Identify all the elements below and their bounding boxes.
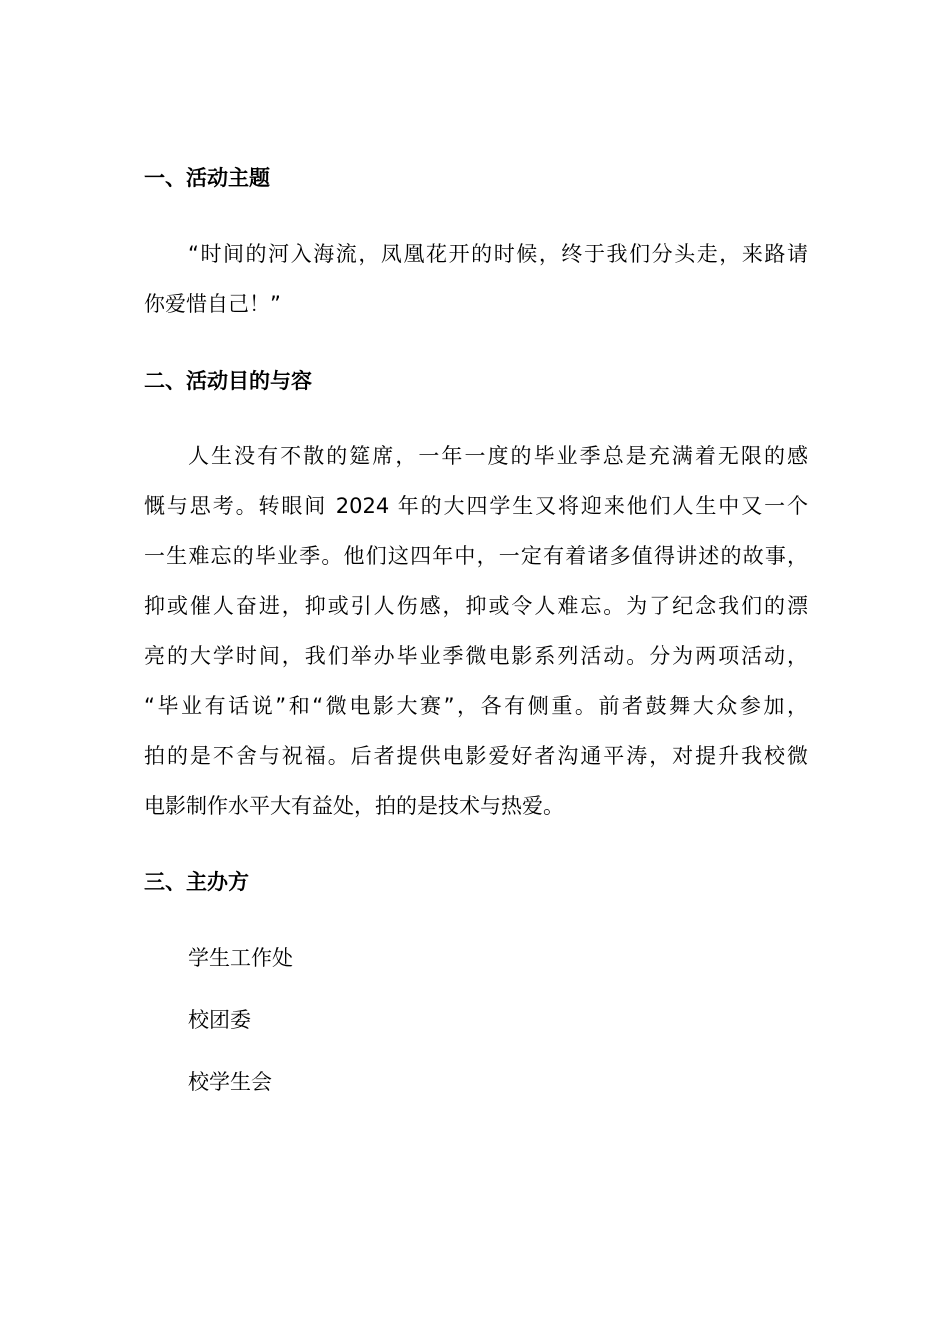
section-purpose-paragraph (144, 431, 808, 831)
organizer-item: 校学生会 (188, 1070, 272, 1094)
paragraph-line: 电影制作水平大有益处，拍的是技术与热爱。 (144, 794, 564, 818)
paragraph-line: 一生难忘的毕业季。他们这四年中，一定有着诸多值得讲述的故事， (144, 544, 808, 568)
paragraph-line: 拍的是不舍与祝福。后者提供电影爱好者沟通平涛，对提升我校微 (144, 744, 808, 768)
organizer-item: 学生工作处 (188, 946, 293, 970)
organizer-item: 校团委 (188, 1008, 251, 1032)
paragraph-line: 人生没有不散的筵席，一年一度的毕业季总是充满着无限的感 (188, 444, 808, 468)
paragraph-line: 抑或催人奋进，抑或引人伤感，抑或令人难忘。为了纪念我们的漂 (144, 594, 808, 618)
section-theme-paragraph (144, 229, 808, 329)
paragraph-line: “时间的河入海流，凤凰花开的时候，终于我们分头走，来路请 (188, 242, 808, 266)
paragraph-line: 你爱惜自己！” (144, 292, 281, 316)
section-heading-purpose: 二、活动目的与容 (144, 369, 312, 393)
paragraph-line: 慨与思考。转眼间 2024 年的大四学生又将迎来他们人生中又一个 (144, 494, 808, 518)
paragraph-line: “毕业有话说”和“微电影大赛”，各有侧重。前者鼓舞大众参加， (144, 694, 808, 718)
section-heading-organizers: 三、主办方 (144, 870, 249, 894)
section-heading-theme: 一、活动主题 (144, 166, 270, 190)
paragraph-line: 亮的大学时间，我们举办毕业季微电影系列活动。分为两项活动， (144, 644, 808, 668)
